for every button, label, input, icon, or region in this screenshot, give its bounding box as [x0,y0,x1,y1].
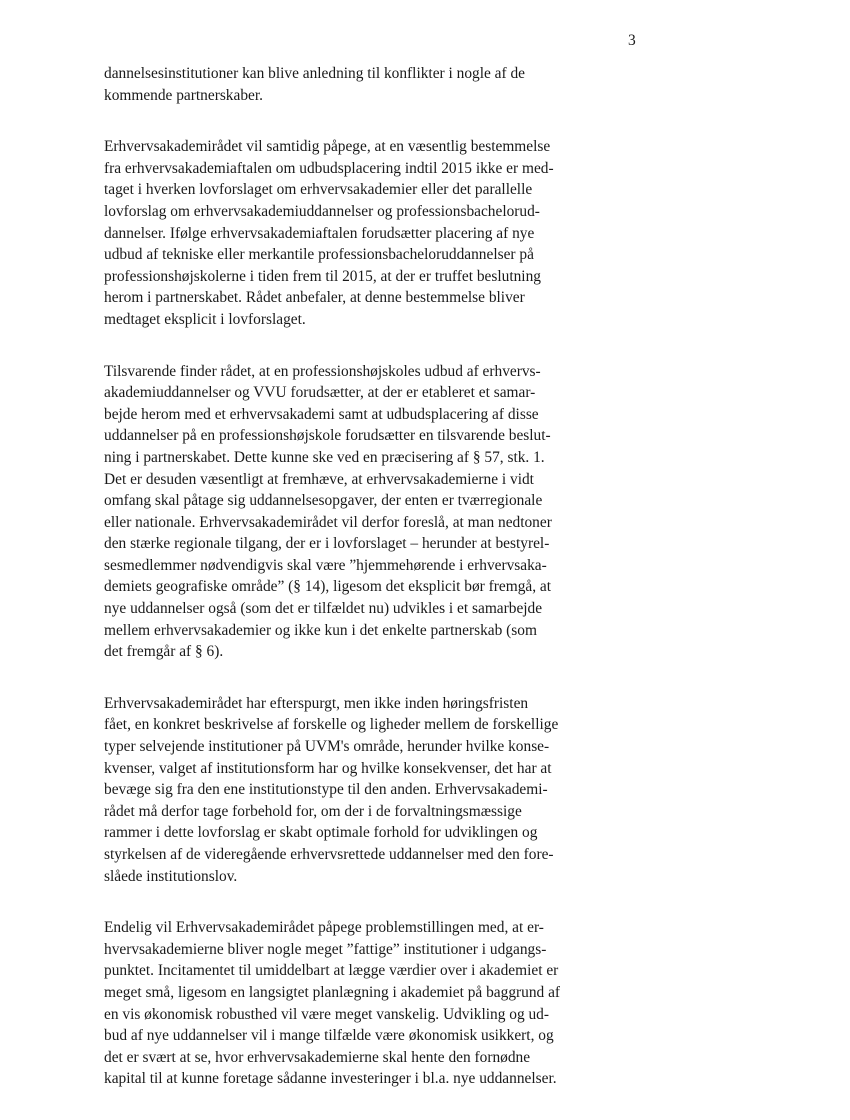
paragraph [104,361,582,663]
text-line: slåede institutionslov. [104,867,238,885]
text-line: punktet. Incitamentet til umiddelbart at lægge værdier over i akademiet er [104,962,559,980]
text-line: dannelsesinstitutioner kan blive anledning til konflikter i nogle af de [104,65,526,82]
paragraph [104,917,582,1090]
text-line: ning i partnerskabet. Dette kunne ske ved en præcisering af § 57, stk. 1. [104,448,545,466]
text-line: akademiuddannelser og VVU forudsætter, at der er etableret et samar- [104,384,536,402]
text-line: fra erhvervsakademiaftalen om udbudsplacering indtil 2015 ikke er med- [104,159,554,177]
page-number: 3 [628,32,636,49]
text-line: Det er desuden væsentligt at fremhæve, at erhvervsakademierne i vidt [104,470,534,488]
text-line: styrkelsen af de videregående erhvervsrettede uddannelser med den fore- [104,846,554,863]
text-line: rammer i dette lovforslag er skabt optimale forhold for udviklingen og [104,824,538,842]
text-line: nye uddannelser også (som det er tilfældet nu) udvikles i et samarbejde [104,600,543,618]
text-line: mellem erhvervsakademier og ikke kun i det enkelte partnerskab (som [104,621,537,639]
text-line: dannelser. Ifølge erhvervsakademiaftalen forudsætter placering af nye [104,224,535,242]
text-line: bevæge sig fra den ene institutionstype til den anden. Erhvervsakademi- [104,781,548,799]
text-line: lovforslag om erhvervsakademiuddannelser og professionsbachelorud- [104,202,540,220]
text-line: bud af nye uddannelser vil i mange tilfælde være økonomisk usikkert, og [104,1027,554,1045]
paragraph [104,63,582,106]
text-line: Endelig vil Erhvervsakademirådet påpege problemstillingen med, at er- [104,919,544,937]
paragraph [104,136,582,330]
text-line: bejde herom med et erhvervsakademi samt at udbudsplacering af disse [104,405,539,423]
text-line: kvenser, valget af institutionsform har og hvilke konsekvenser, det har at [104,759,552,777]
text-line: Erhvervsakademirådet vil samtidig påpege, at en væsentlig bestemmelse [104,138,551,156]
text-line: omfang skal påtage sig uddannelsesopgaver, der enten er tværregionale [104,492,543,510]
text-line: taget i hverken lovforslaget om erhvervsakademier eller det parallelle [104,181,533,199]
paragraph [104,693,582,887]
text-line: meget små, ligesom en langsigtet planlægning i akademiet på baggrund af [104,983,561,1001]
text-line: rådet må derfor tage forbehold for, om der i de forvaltningsmæssige [104,802,522,820]
text-line: demiets geografiske område” (§ 14), ligesom det eksplicit bør fremgå, at [104,578,552,596]
text-line: eller nationale. Erhvervsakademirådet vil derfor foreslå, at man nedtoner [104,513,552,531]
text-line: fået, en konkret beskrivelse af forskelle og ligheder mellem de forskellige [104,716,559,734]
text-line: kommende partnerskaber. [104,86,263,104]
text-line: den stærke regionale tilgang, der er i lovforslaget – herunder at bestyrel- [104,535,550,553]
text-line: sesmedlemmer nødvendigvis skal være ”hjemmehørende i erhvervsaka- [104,556,547,574]
text-line: Tilsvarende finder rådet, at en professionshøjskoles udbud af erhvervs- [104,362,541,380]
text-line: det er svært at se, hvor erhvervsakademierne skal hente den fornødne [104,1048,531,1066]
text-line: professionshøjskolerne i tiden frem til 2015, at der er truffet beslutning [104,267,541,285]
text-line: medtaget eksplicit i lovforslaget. [104,310,306,328]
text-line: Erhvervsakademirådet har efterspurgt, men ikke inden høringsfristen [104,694,529,712]
text-line: herom i partnerskabet. Rådet anbefaler, at denne bestemmelse bliver [104,289,525,307]
text-line: udbud af tekniske eller merkantile professionsbacheloruddannelser på [104,246,534,264]
text-line: uddannelser på en professionshøjskole forudsætter en tilsvarende beslut- [104,427,551,445]
document-body [104,63,582,1120]
text-line: hvervsakademierne bliver nogle meget ”fattige” institutioner i udgangs- [104,940,547,958]
text-line: typer selvejende institutioner på UVM's område, herunder hvilke konse- [104,738,550,756]
text-line: kapital til at kunne foretage sådanne investeringer i bl.a. nye uddannelser. [104,1070,557,1088]
text-line: en vis økonomisk robusthed vil være meget vanskelig. Udvikling og ud- [104,1005,549,1023]
text-line: det fremgår af § 6). [104,643,224,661]
